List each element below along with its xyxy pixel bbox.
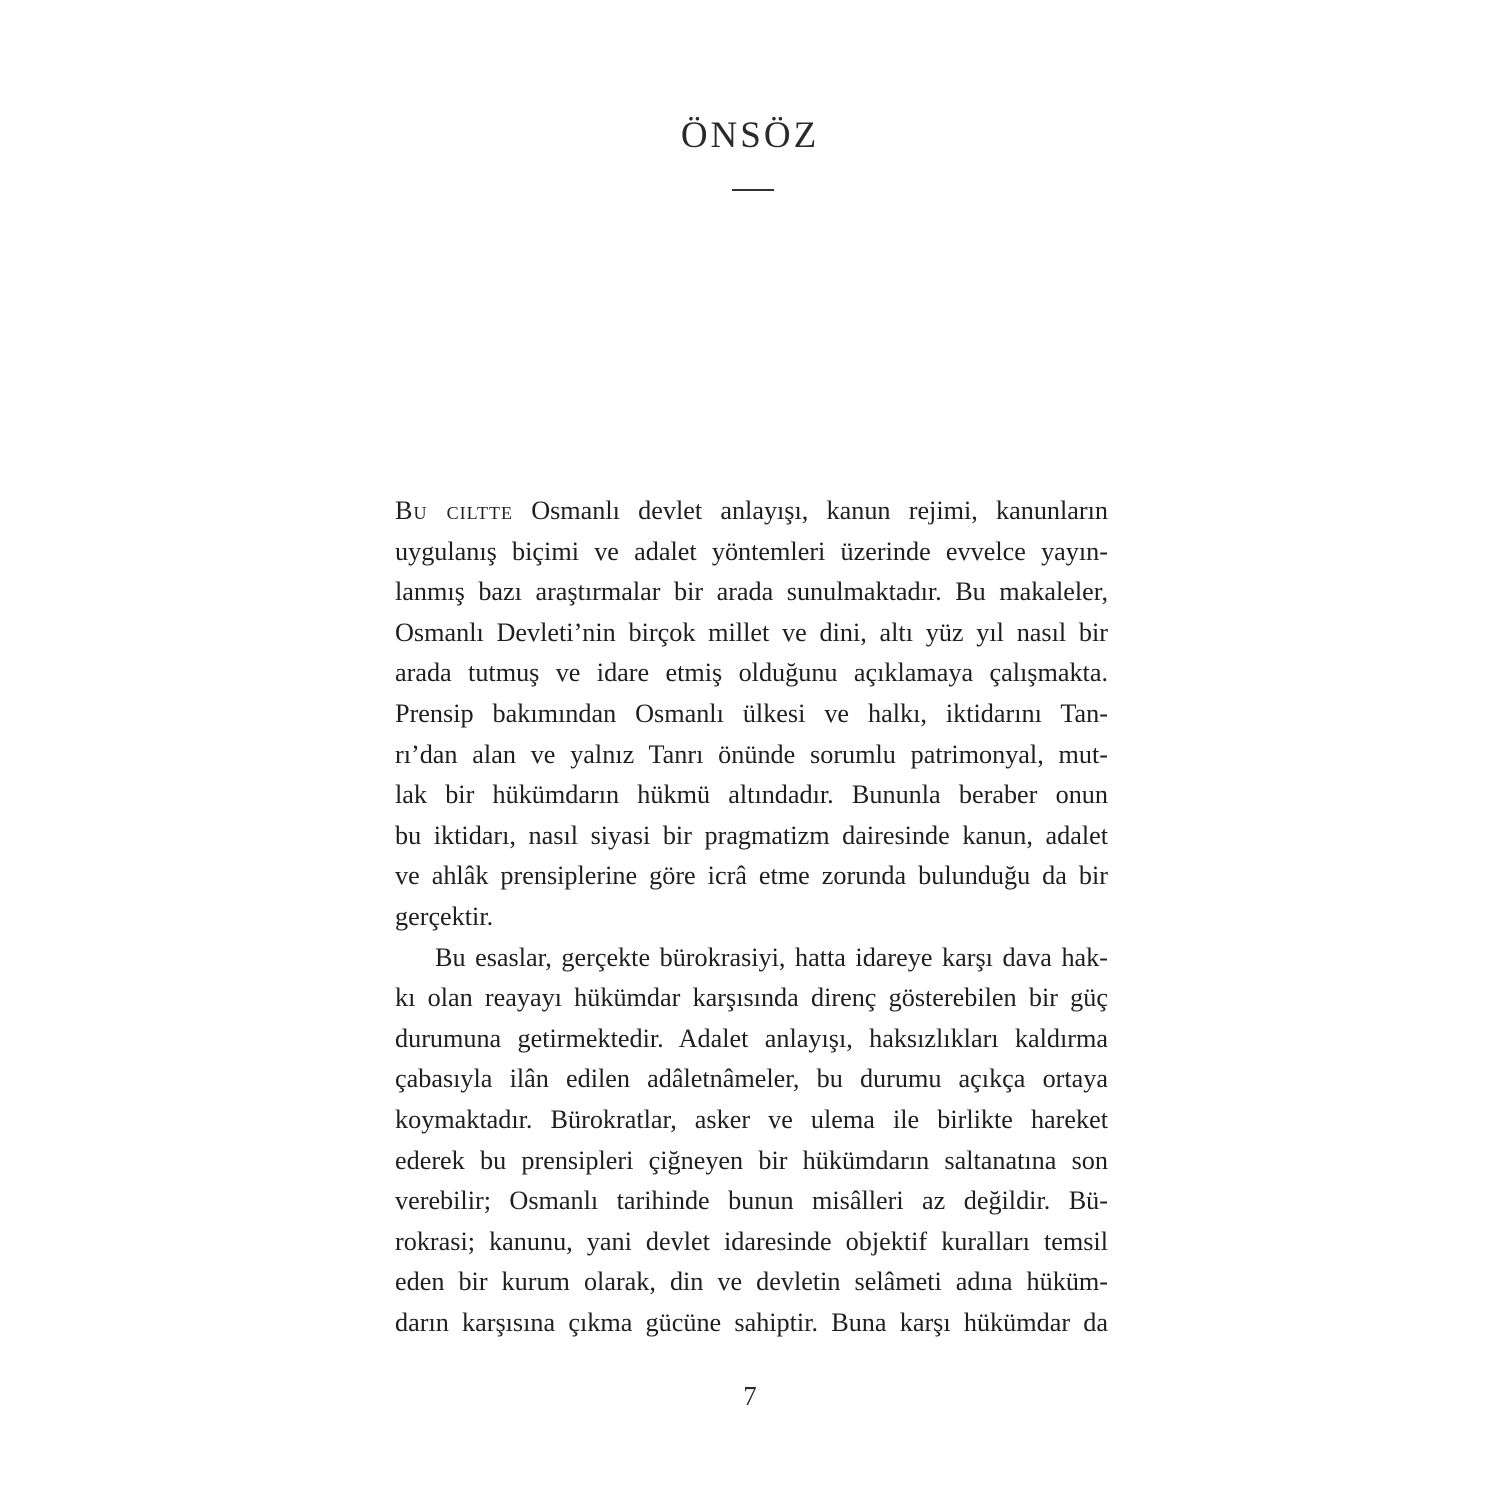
paragraph-1-line-4: Osmanlı Devleti’nin birçok millet ve dini, altı yüz yıl nasıl bir <box>395 617 1108 647</box>
paragraph-1-line-7: rı’dan alan ve yalnız Tanrı önünde sorumlu patrimonyal, mut- <box>395 739 1108 769</box>
paragraph-1-line-10: ve ahlâk prensiplerine göre icrâ etme zorunda bulunduğu da bir <box>395 861 1108 891</box>
paragraph-1-line-5: arada tutmuş ve idare etmiş olduğunu açıklamaya çalışmakta. <box>395 658 1108 688</box>
paragraph-1-line-1 <box>395 491 1108 532</box>
paragraph-2-line-1: Bu esaslar, gerçekte bürokrasiyi, hatta idareye karşı dava hak- <box>435 942 1108 972</box>
paragraph-2-line-7: verebilir; Osmanlı tarihinde bunun misâlleri az değildir. Bü- <box>395 1186 1108 1216</box>
paragraph-1-line-3: lanmış bazı araştırmalar bir arada sunulmaktadır. Bu makaleler, <box>395 577 1108 607</box>
paragraph-1-line-6: Prensip bakımından Osmanlı ülkesi ve halkı, iktidarını Tan- <box>395 698 1108 728</box>
paragraph-2-line-6: ederek bu prensipleri çiğneyen bir hükümdarın saltanatına son <box>395 1145 1108 1175</box>
paragraph-2-line-3: durumuna getirmektedir. Adalet anlayışı, haksızlıkları kaldırma <box>395 1023 1108 1053</box>
paragraph-2-line-2: kı olan reayayı hükümdar karşısında direnç gösterebilen bir güç <box>395 983 1108 1013</box>
paragraph-2-line-9: eden bir kurum olarak, din ve devletin selâmeti adına hüküm- <box>395 1267 1108 1297</box>
title-divider <box>732 189 774 191</box>
body-text <box>395 491 1108 1343</box>
paragraph-1-line-9: bu iktidarı, nasıl siyasi bir pragmatizm dairesinde kanun, adalet <box>395 820 1108 850</box>
paragraph-2-line-10: darın karşısına çıkma gücüne sahiptir. Buna karşı hükümdar da <box>395 1307 1108 1337</box>
page-number: 7 <box>743 1381 757 1411</box>
lead-small-caps: Bu ciltte <box>395 496 513 525</box>
paragraph-1-line-8: lak bir hükümdarın hükmü altındadır. Bununla beraber onun <box>395 780 1108 810</box>
line-text: Osmanlı devlet anlayışı, kanun rejimi, kanunların <box>513 496 1108 525</box>
paragraph-1-line-11: gerçektir. <box>395 901 494 931</box>
paragraph-2-line-4: çabasıyla ilân edilen adâletnâmeler, bu durumu açıkça ortaya <box>395 1064 1108 1094</box>
paragraph-1-line-2: uygulanış biçimi ve adalet yöntemleri üzerinde evvelce yayın- <box>395 536 1108 566</box>
chapter-title: ÖNSÖZ <box>680 115 820 156</box>
paragraph-2-line-5: koymaktadır. Bürokratlar, asker ve ulema ile birlikte hareket <box>395 1104 1108 1134</box>
paragraph-2-line-8: rokrasi; kanunu, yani devlet idaresinde objektif kuralları temsil <box>395 1226 1108 1256</box>
